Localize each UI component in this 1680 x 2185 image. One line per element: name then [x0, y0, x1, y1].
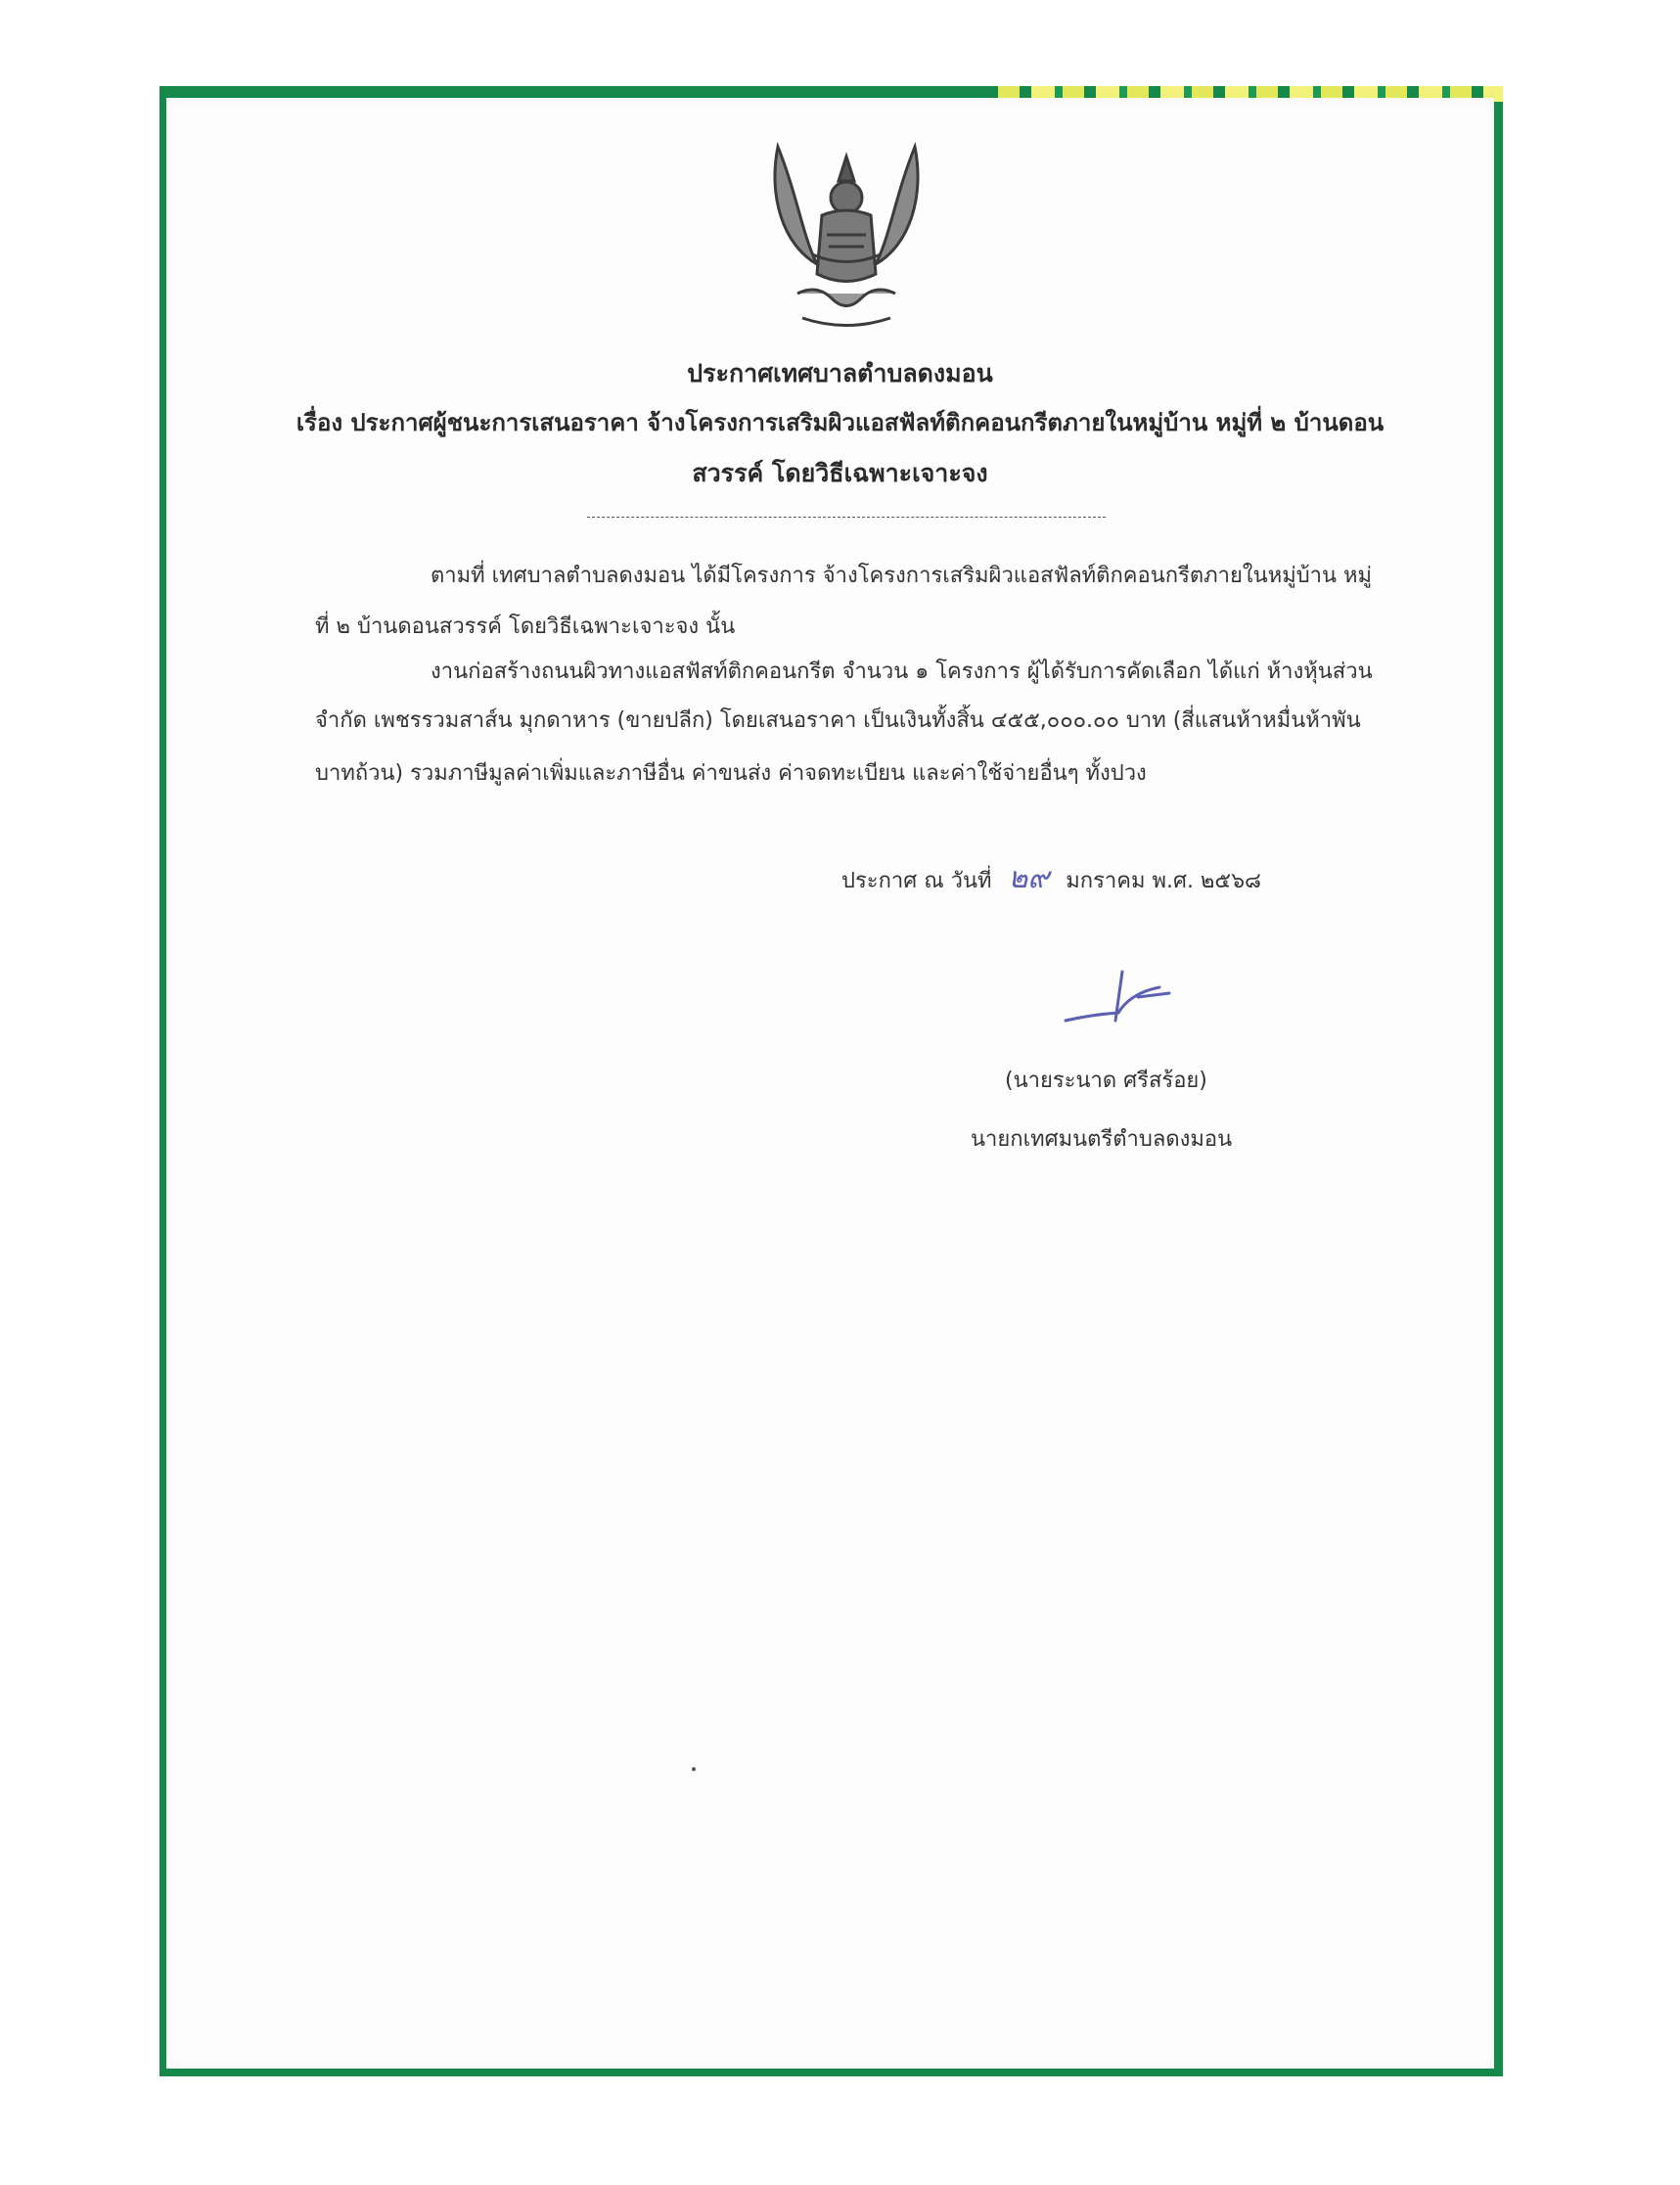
paragraph-2-line-1: งานก่อสร้างถนนผิวทางแอสฟัสท์ติกคอนกรีต จำนวน ๑ โครงการ ผู้ได้รับการคัดเลือก ได้แก่ ห้างหุ้นส่วน: [431, 660, 1373, 684]
document-sheet: [166, 98, 1494, 2069]
paragraph-1-line-2: ที่ ๒ บ้านดอนสวรรค์ โดยวิธีเฉพาะเจาะจง นั้น: [315, 615, 736, 639]
divider-dashed: [587, 517, 1106, 518]
scan-speck: [692, 1767, 696, 1771]
date-prefix: ประกาศ ณ วันที่: [841, 869, 992, 893]
announcement-heading: ประกาศเทศบาลตำบลดงมอน: [687, 359, 993, 387]
signer-name: (นายระนาด ศรีสร้อย): [1005, 1069, 1207, 1093]
paragraph-1-line-1: ตามที่ เทศบาลตำบลดงมอน ได้มีโครงการ จ้างโครงการเสริมผิวแอสฟัลท์ติกคอนกรีตภายในหมู่บ้าน หมู่: [431, 564, 1373, 588]
handwritten-signature: [1062, 964, 1179, 1032]
handwritten-day: ๒๙: [1008, 861, 1050, 895]
subject-line-1: เรื่อง ประกาศผู้ชนะการเสนอราคา จ้างโครงการเสริมผิวแอสฟัลท์ติกคอนกรีตภายในหมู่บ้าน หมู่ที่ ๒ บ้านดอน: [295, 409, 1385, 436]
paragraph-2-line-2: จำกัด เพชรรวมสาส์น มุกดาหาร (ขายปลีก) โดยเสนอราคา เป็นเงินทั้งสิ้น ๔๕๕,๐๐๐.๐๐ บาท (สี่แสนห้าหมื่นห้าพัน: [315, 708, 1361, 733]
date-suffix: มกราคม พ.ศ. ๒๕๖๘: [1066, 869, 1262, 893]
paragraph-2-line-3: บาทถ้วน) รวมภาษีมูลค่าเพิ่มและภาษีอื่น ค่าขนส่ง ค่าจดทะเบียน และค่าใช้จ่ายอื่นๆ ทั้งปวง: [315, 761, 1147, 786]
garuda-emblem-icon: [758, 137, 934, 333]
announcement-date: [841, 855, 1261, 901]
signer-title: นายกเทศมนตรีตำบลดงมอน: [971, 1127, 1233, 1152]
subject-line-2: สวรรค์ โดยวิธีเฉพาะเจาะจง: [692, 459, 988, 487]
